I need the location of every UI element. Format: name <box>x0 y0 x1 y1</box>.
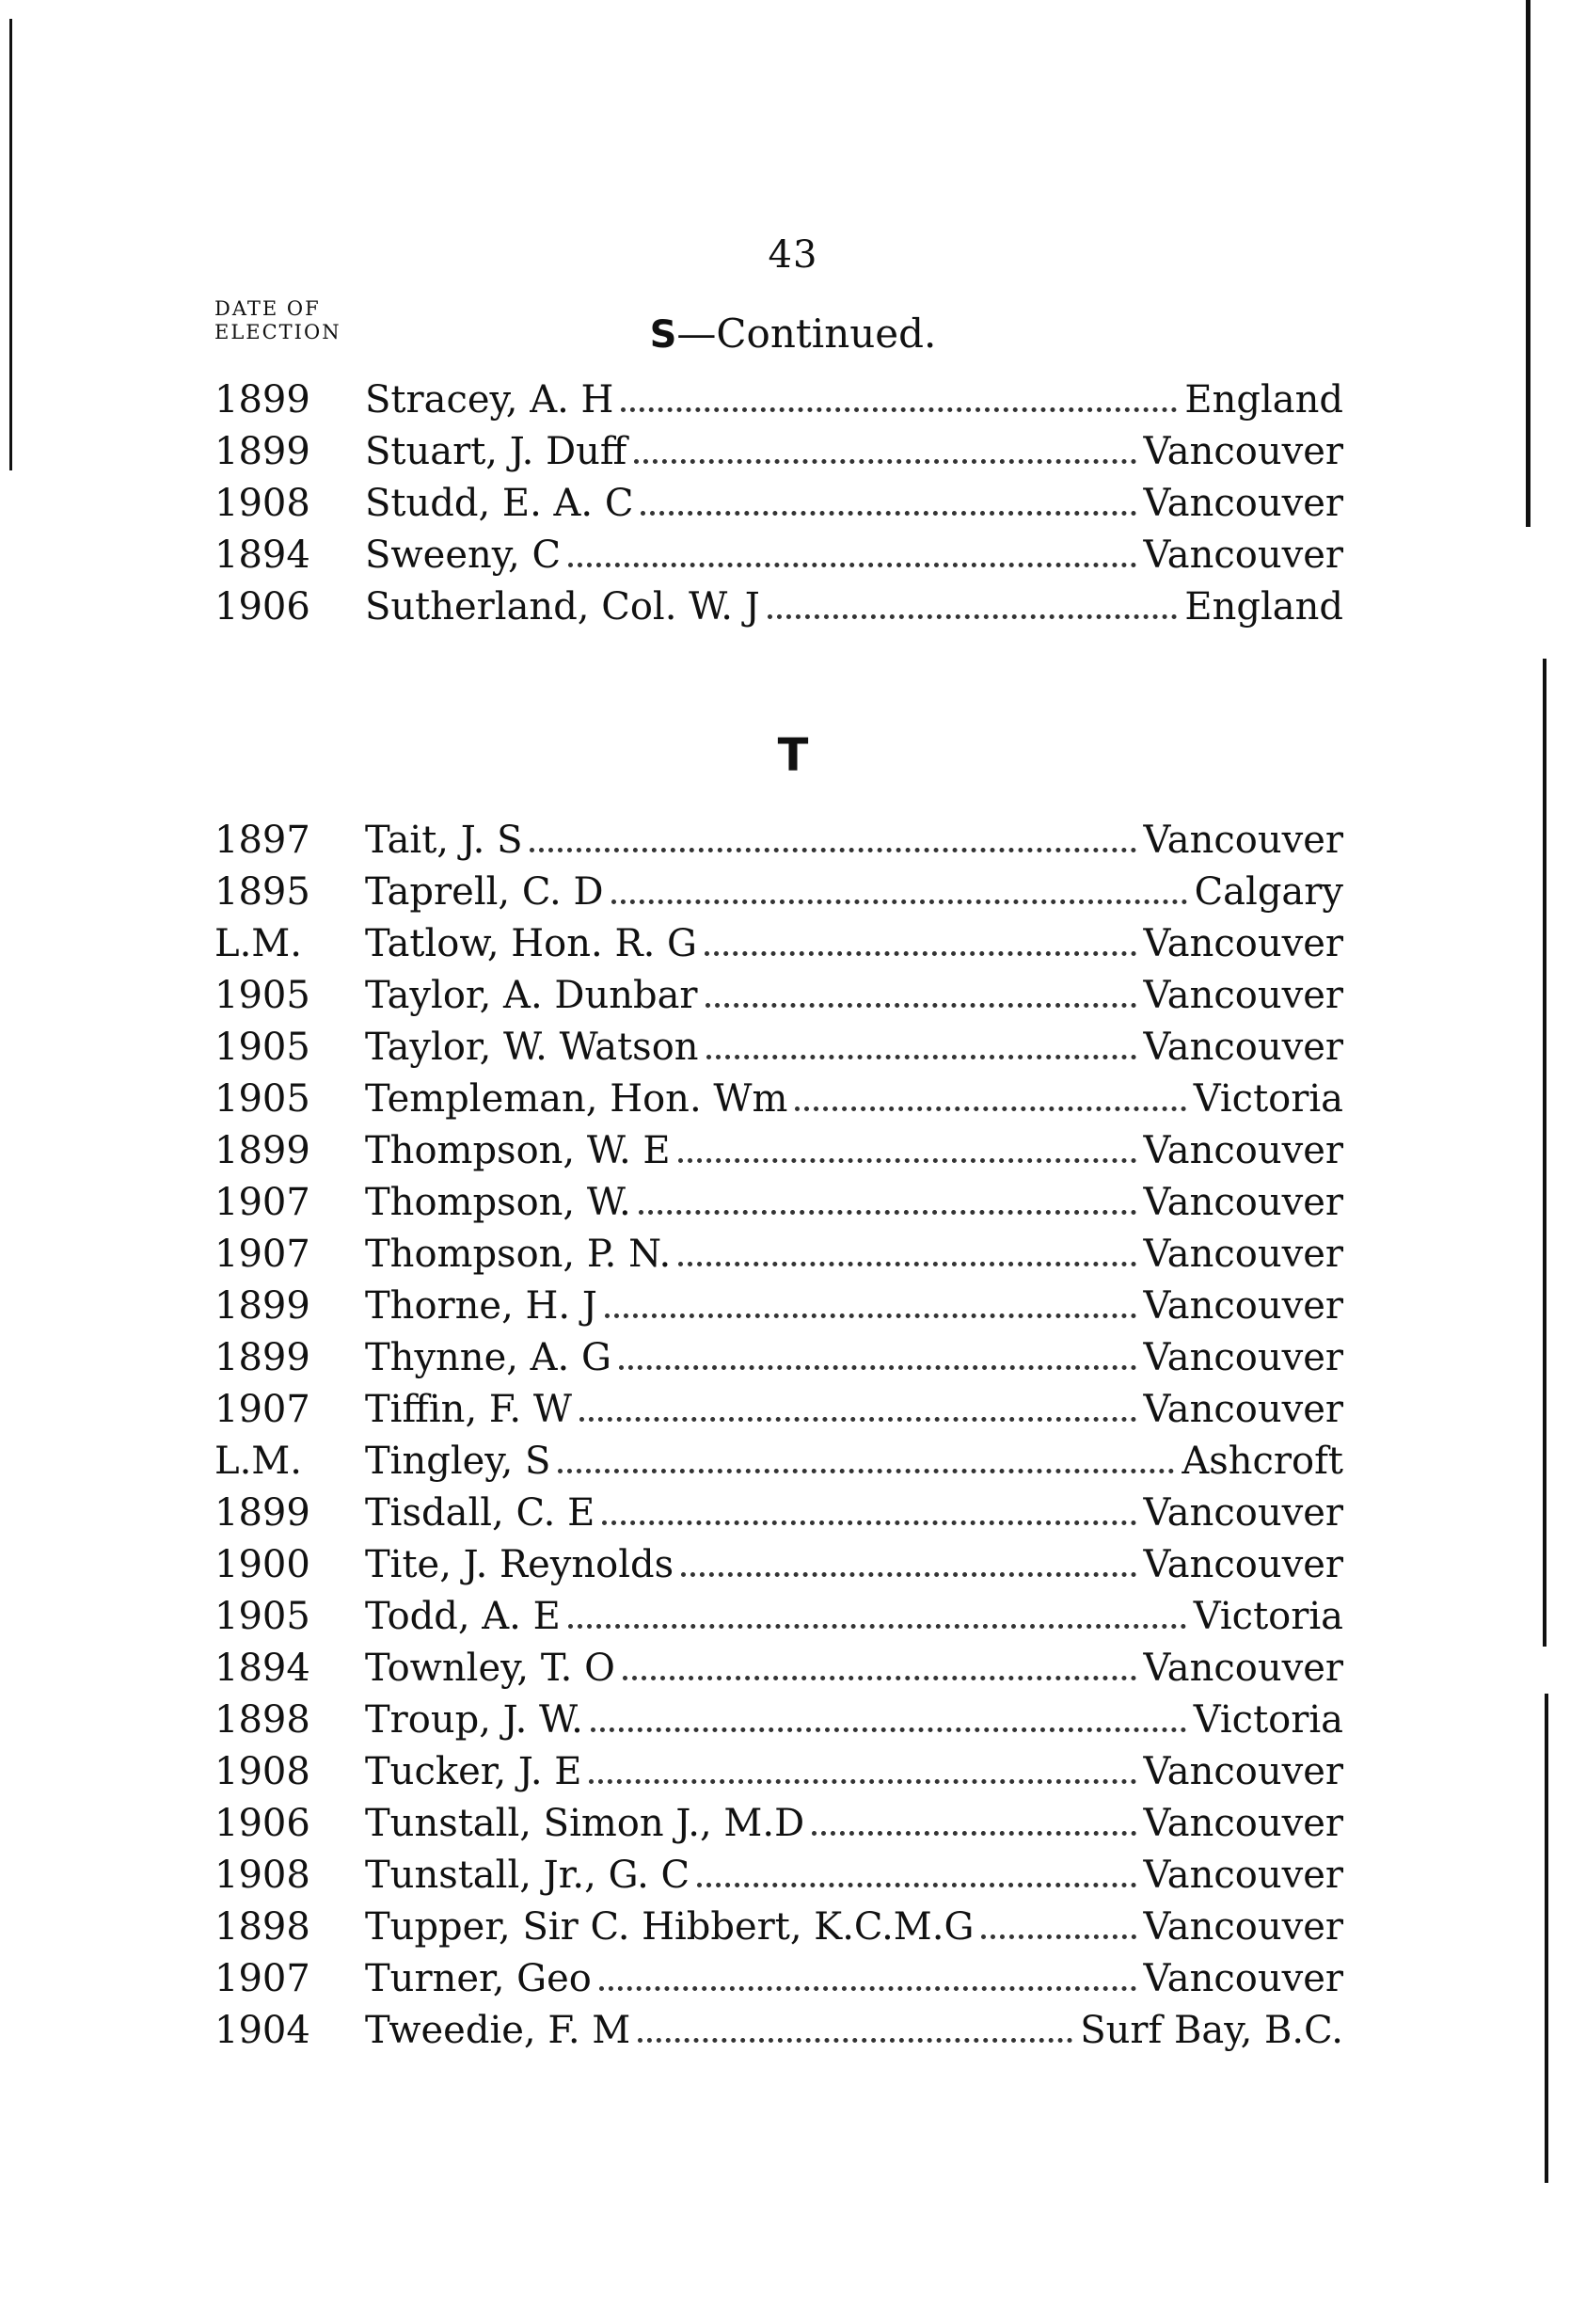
member-location: Vancouver <box>1143 1491 1343 1535</box>
date-header-line-1: DATE OF <box>214 297 321 320</box>
member-name: Tatlow, Hon. R. G <box>365 922 697 965</box>
election-date: 1908 <box>214 1854 310 1897</box>
election-date: 1907 <box>214 1957 310 2000</box>
dot-leader <box>768 614 1178 619</box>
dot-leader <box>981 1934 1135 1939</box>
dot-leader <box>678 1158 1136 1163</box>
election-date: 1905 <box>214 1077 310 1121</box>
election-date: 1907 <box>214 1388 310 1431</box>
dot-leader <box>639 1210 1136 1215</box>
election-date: 1905 <box>214 1026 310 1069</box>
election-date: 1907 <box>214 1181 310 1224</box>
member-name: Thompson, W. E <box>365 1129 671 1172</box>
election-date: 1906 <box>214 585 310 629</box>
election-date: 1907 <box>214 1233 310 1276</box>
list-item <box>214 918 1343 970</box>
member-location: Vancouver <box>1143 1336 1343 1379</box>
member-location: Vancouver <box>1143 1750 1343 1793</box>
member-location: Vancouver <box>1143 1026 1343 1069</box>
dot-leader <box>634 459 1135 464</box>
member-name: Tunstall, Jr., G. C <box>365 1854 690 1897</box>
member-name: Troup, J. W. <box>365 1698 583 1742</box>
member-name: Tupper, Sir C. Hibbert, K.C.M.G <box>365 1905 975 1949</box>
election-date: 1897 <box>214 819 310 862</box>
member-name: Templeman, Hon. Wm <box>365 1077 788 1121</box>
member-name: Turner, Geo <box>365 1957 592 2000</box>
member-name: Tite, J. Reynolds <box>365 1543 674 1586</box>
dot-leader <box>579 1417 1136 1422</box>
election-date: 1908 <box>214 482 310 525</box>
dot-leader <box>697 1883 1135 1887</box>
election-date: 1899 <box>214 1491 310 1535</box>
list-item <box>214 1488 1343 1539</box>
member-name: Tweedie, F. M <box>365 2009 631 2052</box>
section-t-list <box>214 815 1343 2057</box>
list-item <box>214 2005 1343 2057</box>
dot-leader <box>602 1520 1135 1525</box>
member-location: Vancouver <box>1143 974 1343 1017</box>
list-item <box>214 1850 1343 1902</box>
dot-leader <box>706 1055 1136 1059</box>
dot-leader <box>611 899 1187 904</box>
member-location: Victoria <box>1193 1077 1343 1121</box>
election-date: 1899 <box>214 430 310 473</box>
list-item <box>214 815 1343 867</box>
list-item <box>214 1177 1343 1229</box>
election-date: 1905 <box>214 1595 310 1638</box>
dot-leader <box>591 1727 1186 1732</box>
member-name: Taylor, W. Watson <box>365 1026 699 1069</box>
list-item <box>214 581 1343 633</box>
member-location: Vancouver <box>1143 1543 1343 1586</box>
dot-leader <box>678 1262 1135 1266</box>
member-name: Townley, T. O <box>365 1647 615 1690</box>
dot-leader <box>795 1106 1185 1111</box>
election-date: 1899 <box>214 378 310 422</box>
member-location: Vancouver <box>1143 922 1343 965</box>
member-location: Vancouver <box>1143 1802 1343 1845</box>
page-number: 43 <box>768 233 818 277</box>
member-name: Thompson, W. <box>365 1181 631 1224</box>
dot-leader <box>619 1365 1136 1370</box>
list-item <box>214 1746 1343 1798</box>
member-name: Sutherland, Col. W. J <box>365 585 760 629</box>
list-item <box>214 1436 1343 1488</box>
member-name: Taprell, C. D <box>365 870 604 914</box>
scan-edge-right-low <box>1545 1694 1548 2183</box>
dot-leader <box>599 1986 1136 1991</box>
member-location: England <box>1184 378 1343 422</box>
member-name: Stuart, J. Duff <box>365 430 627 473</box>
member-name: Tisdall, C. E <box>365 1491 595 1535</box>
member-location: Vancouver <box>1143 1957 1343 2000</box>
member-name: Tingley, S <box>365 1440 551 1483</box>
member-name: Sweeny, C <box>365 533 562 577</box>
dot-leader <box>641 511 1135 516</box>
member-name: Thompson, P. N. <box>365 1233 672 1276</box>
list-item <box>214 1125 1343 1177</box>
list-item <box>214 1695 1343 1746</box>
list-item <box>214 1022 1343 1074</box>
election-date: 1894 <box>214 533 310 577</box>
member-name: Thynne, A. G <box>365 1336 611 1379</box>
list-item <box>214 1902 1343 1953</box>
member-name: Todd, A. E <box>365 1595 561 1638</box>
member-location: Vancouver <box>1143 1233 1343 1276</box>
section-s-list <box>214 374 1343 633</box>
dot-leader <box>812 1831 1135 1836</box>
election-date: 1905 <box>214 974 310 1017</box>
member-location: Victoria <box>1193 1595 1343 1638</box>
dot-leader <box>558 1469 1174 1473</box>
member-location: Vancouver <box>1143 1647 1343 1690</box>
member-name: Tucker, J. E <box>365 1750 582 1793</box>
scan-edge-right-top <box>1526 0 1530 527</box>
section-s-suffix: —Continued. <box>676 310 937 357</box>
member-location: Ashcroft <box>1182 1440 1343 1483</box>
dot-leader <box>589 1779 1135 1784</box>
dot-leader <box>530 848 1135 852</box>
list-item <box>214 970 1343 1022</box>
list-item <box>214 530 1343 581</box>
member-location: Vancouver <box>1143 533 1343 577</box>
member-location: Vancouver <box>1143 1854 1343 1897</box>
election-date: 1899 <box>214 1284 310 1328</box>
list-item <box>214 1643 1343 1695</box>
member-location: Vancouver <box>1143 1905 1343 1949</box>
election-date: 1904 <box>214 2009 310 2052</box>
list-item <box>214 1332 1343 1384</box>
election-date: 1899 <box>214 1129 310 1172</box>
scan-edge-right-mid <box>1543 659 1546 1647</box>
member-location: Vancouver <box>1143 1129 1343 1172</box>
dot-leader <box>605 1313 1136 1318</box>
election-date: 1906 <box>214 1802 310 1845</box>
list-item <box>214 426 1343 478</box>
member-location: Calgary <box>1194 870 1343 914</box>
member-name: Tunstall, Simon J., M.D <box>365 1802 805 1845</box>
list-item <box>214 1539 1343 1591</box>
member-name: Studd, E. A. C <box>365 482 634 525</box>
dot-leader <box>705 951 1136 956</box>
list-item <box>214 1281 1343 1332</box>
dot-leader <box>681 1572 1135 1577</box>
election-date: 1899 <box>214 1336 310 1379</box>
dot-leader <box>638 2038 1072 2043</box>
member-name: Tiffin, F. W <box>365 1388 572 1431</box>
scan-edge-left <box>9 19 12 470</box>
member-name: Taylor, A. Dunbar <box>365 974 698 1017</box>
list-item <box>214 478 1343 530</box>
section-t-heading: T <box>777 729 809 782</box>
section-s-heading <box>0 310 1586 357</box>
member-location: Vancouver <box>1143 430 1343 473</box>
election-date: 1898 <box>214 1698 310 1742</box>
election-date: 1898 <box>214 1905 310 1949</box>
list-item <box>214 867 1343 918</box>
election-date: 1894 <box>214 1647 310 1690</box>
member-name: Thorne, H. J <box>365 1284 597 1328</box>
member-location: England <box>1184 585 1343 629</box>
member-name: Stracey, A. H <box>365 378 614 422</box>
list-item <box>214 1384 1343 1436</box>
election-date: L.M. <box>214 1440 302 1483</box>
dot-leader <box>621 407 1177 412</box>
member-name: Tait, J. S <box>365 819 523 862</box>
list-item <box>214 1798 1343 1850</box>
member-location: Vancouver <box>1143 482 1343 525</box>
list-item <box>214 374 1343 426</box>
dot-leader <box>623 1676 1136 1680</box>
dot-leader <box>568 563 1135 567</box>
election-date: L.M. <box>214 922 302 965</box>
election-date: 1895 <box>214 870 310 914</box>
member-location: Vancouver <box>1143 1181 1343 1224</box>
list-item <box>214 1229 1343 1281</box>
member-location: Surf Bay, B.C. <box>1080 2009 1343 2052</box>
date-header-line-2: ELECTION <box>214 321 341 343</box>
member-location: Vancouver <box>1143 819 1343 862</box>
dot-leader <box>568 1624 1186 1629</box>
member-location: Victoria <box>1193 1698 1343 1742</box>
list-item <box>214 1074 1343 1125</box>
election-date: 1900 <box>214 1543 310 1586</box>
dot-leader <box>706 1003 1136 1008</box>
list-item <box>214 1953 1343 2005</box>
section-s-letter: S <box>649 313 677 357</box>
member-location: Vancouver <box>1143 1284 1343 1328</box>
election-date: 1908 <box>214 1750 310 1793</box>
member-location: Vancouver <box>1143 1388 1343 1431</box>
list-item <box>214 1591 1343 1643</box>
